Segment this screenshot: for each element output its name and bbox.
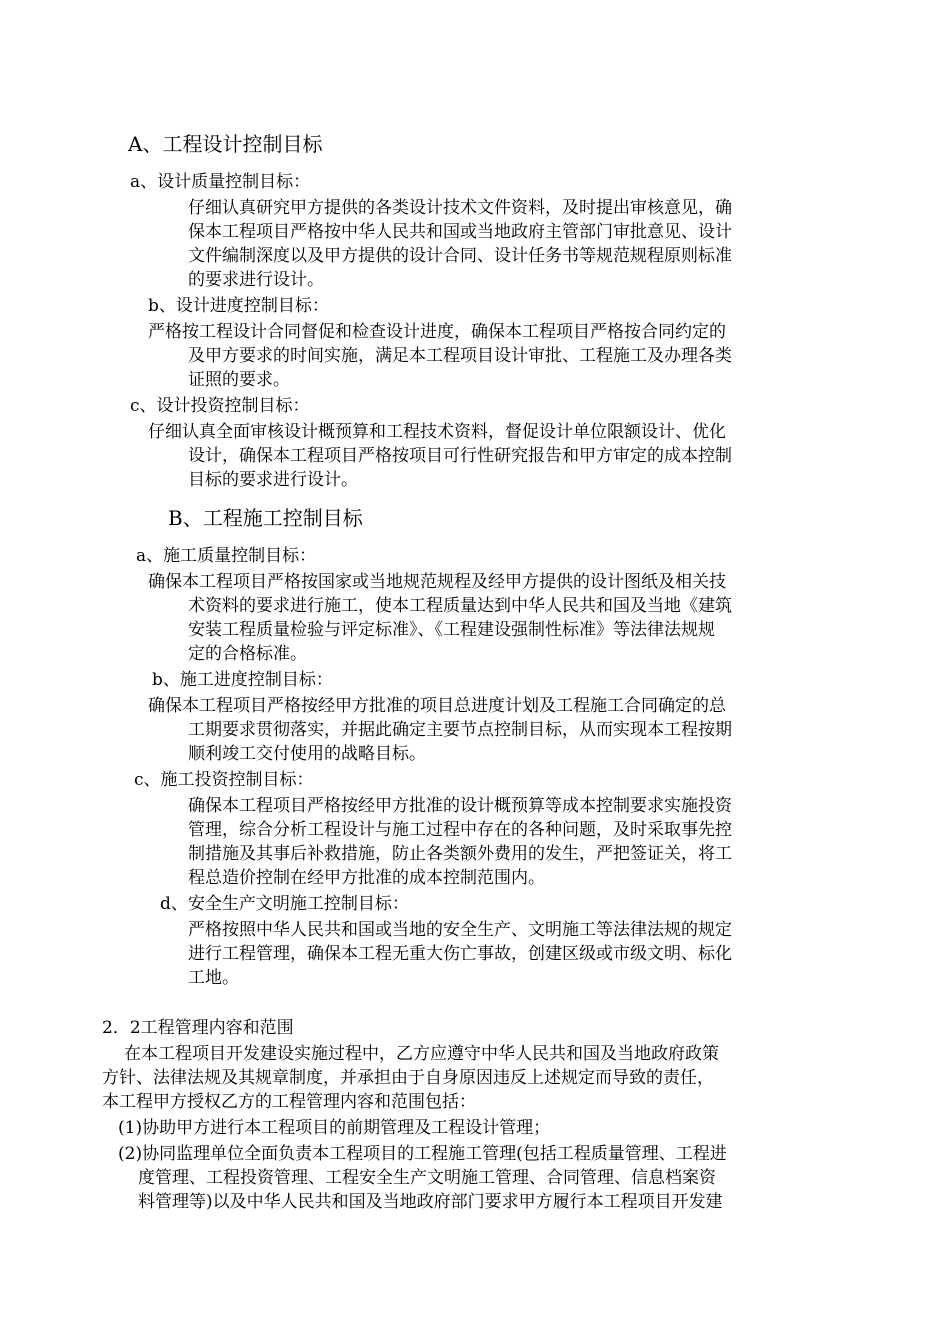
design-cost-line: 仔细认真全面审核设计概预算和工程技术资料，督促设计单位限额设计、优化 [148, 422, 726, 442]
safety-label: d、安全生产文明施工控制目标： [160, 894, 409, 914]
safety-line: 严格按照中华人民共和国或当地的安全生产、文明施工等法律法规的规定 [188, 920, 732, 940]
construction-quality-label: a、施工质量控制目标： [136, 546, 317, 566]
section-a-heading: A、工程设计控制目标 [128, 132, 323, 156]
construction-schedule-line: 顺利竣工交付使用的战略目标。 [188, 744, 426, 764]
design-cost-label: c、设计投资控制目标： [130, 396, 310, 416]
construction-quality-line: 术资料的要求进行施工，使本工程质量达到中华人民共和国及当地《建筑 [188, 596, 732, 616]
construction-cost-label: c、施工投资控制目标： [134, 770, 314, 790]
construction-schedule-line: 工期要求贯彻落实，并据此确定主要节点控制目标，从而实现本工程按期 [188, 720, 732, 740]
construction-cost-line: 管理，综合分析工程设计与施工过程中存在的各种问题，及时采取事先控 [188, 820, 732, 840]
construction-schedule-line: 确保本工程项目严格按经甲方批准的项目总进度计划及工程施工合同确定的总 [148, 696, 726, 716]
construction-cost-line: 程总造价控制在经甲方批准的成本控制范围内。 [188, 868, 545, 888]
construction-cost-line: 确保本工程项目严格按经甲方批准的设计概预算等成本控制要求实施投资 [188, 796, 732, 816]
design-schedule-line: 证照的要求。 [188, 370, 290, 390]
design-quality-line: 的要求进行设计。 [188, 270, 324, 290]
scope-intro-line: 本工程甲方授权乙方的工程管理内容和范围包括： [102, 1092, 476, 1112]
design-schedule-label: b、设计进度控制目标： [148, 296, 329, 316]
scope-item-1: (1)协助甲方进行本工程项目的前期管理及工程设计管理； [118, 1118, 551, 1138]
construction-quality-line: 确保本工程项目严格按国家或当地规范规程及经甲方提供的设计图纸及相关技 [148, 572, 726, 592]
construction-quality-line: 安装工程质量检验与评定标准》、《工程建设强制性标准》等法律法规规 [188, 620, 715, 640]
safety-line: 进行工程管理，确保本工程无重大伤亡事故，创建区级或市级文明、标化 [188, 944, 732, 964]
scope-intro-line: 在本工程项目开发建设实施过程中，乙方应遵守中华人民共和国及当地政府政策 [124, 1044, 719, 1064]
section-b-heading: B、工程施工控制目标 [168, 506, 363, 530]
scope-item-2-line: 度管理、工程投资管理、工程安全生产文明施工管理、合同管理、信息档案资 [138, 1168, 716, 1188]
design-cost-line: 设计，确保本工程项目严格按项目可行性研究报告和甲方审定的成本控制 [188, 446, 732, 466]
design-quality-line: 文件编制深度以及甲方提供的设计合同、设计任务书等规范规程原则标准 [188, 246, 732, 266]
design-cost-line: 目标的要求进行设计。 [188, 470, 358, 490]
design-quality-label: a、设计质量控制目标： [130, 172, 311, 192]
design-schedule-line: 及甲方要求的时间实施，满足本工程项目设计审批、工程施工及办理各类 [188, 346, 732, 366]
design-quality-line: 仔细认真研究甲方提供的各类设计技术文件资料，及时提出审核意见，确 [188, 198, 732, 218]
scope-item-2-line: 料管理等)以及中华人民共和国及当地政府部门要求甲方履行本工程项目开发建 [138, 1192, 723, 1212]
safety-line: 工地。 [188, 968, 239, 988]
section-2-2-heading: 2．2工程管理内容和范围 [102, 1018, 294, 1038]
design-quality-line: 保本工程项目严格按中华人民共和国或当地政府主管部门审批意见、设计 [188, 222, 732, 242]
design-schedule-line: 严格按工程设计合同督促和检查设计进度，确保本工程项目严格按合同约定的 [148, 322, 726, 342]
construction-cost-line: 制措施及其事后补救措施，防止各类额外费用的发生，严把签证关，将工 [188, 844, 732, 864]
construction-schedule-label: b、施工进度控制目标： [152, 670, 333, 690]
scope-item-2-line: (2)协同监理单位全面负责本工程项目的工程施工管理(包括工程质量管理、工程进 [118, 1144, 727, 1164]
construction-quality-line: 定的合格标准。 [188, 644, 307, 664]
scope-intro-line: 方针、法律法规及其规章制度，并承担由于自身原因违反上述规定而导致的责任， [102, 1068, 714, 1088]
